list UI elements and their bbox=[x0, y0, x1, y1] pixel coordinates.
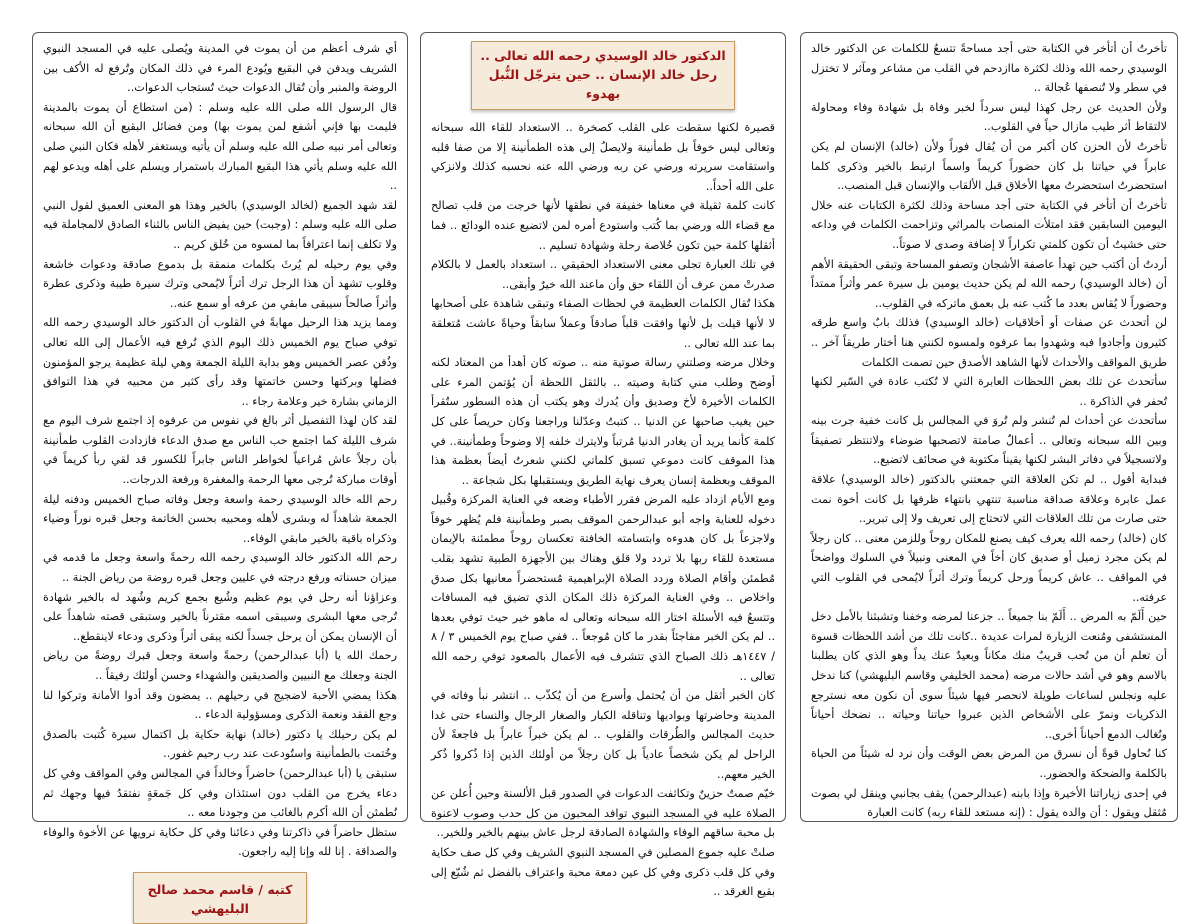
paragraph: لقد كان لهذا التفصيل أثر بالغ في نفوس من عرفوه إذ اجتمع شرف اليوم مع شرف الليلة كما اجتمع حب الناس مع صدق الدعاء فازدادت القلوب طمأنينة بأن رجلاً عاش مُراعياً لخواطر الناس جابراً للكسور قد لقي ربأ كريماً في أوقات مباركة تُرجى معها الرحمة والمغفرة ورفعة الدرجات.. bbox=[43, 414, 397, 487]
paragraph: ستظل حاضراً في ذاكرتنا وفي دعائنا وفي كل حكاية نرويها عن الأخوة والوفاء والصداقة . إنا لله وإنا إليه راجعون. bbox=[43, 825, 397, 859]
paragraph: سأتحدث عن أحداث لم تُنشر ولم تُروَ في المجالس بل كانت خفية جرت بينه وبين الله سبحانه وتعالى .. أعمالٌ صامتة لاتصحبها ضوضاء ولاتنتظر تصفيقاً ولاتسجيلاً في دفاتر البشر لكنها يقيناً مكتوبة في صحائف لاتضيع.. bbox=[811, 414, 1167, 467]
paragraph: كان الخبر أثقل من أن يُحتمل وأسرع من أن يُكذّب .. انتشر نبأ وفاته في المدينة وحاضرتها وبواديها وتناقله الكبار والصغار الرجال والنساء حتى غدا حديث المجالس والطُرقات والقلوب .. لم يكن خبراً عابراً بل فاجعةً لأن الراحل لم يكن شخصاً عادياً بل كان رجلاً من أولئك الذين إذا ذُكروا ذُكر الخير معهم.. bbox=[431, 689, 775, 781]
paragraph: أي شرف أعظم من أن يموت في المدينة ويُصلى عليه في المسجد النبوي الشريف ويدفن في البقيع ويُودع المرء في ذلك المكان وتُرفع له الأكف بين الروضة والمنبر وأن تُقال الدعوات حيث تُستجاب الدعوات.. bbox=[43, 42, 397, 95]
paragraph: رحمك الله يا (أبا عبدالرحمن) رحمةً واسعة وجعل قبرك روضةً من رياض الجنة وجعلك مع النبيين والصديقين والشهداء وحسن أولئك رفيقاً .. bbox=[43, 649, 397, 682]
paragraph: هكذا تُقال الكلمات العظيمة في لحظات الصفاء وتبقى شاهدة على أصحابها لا لأنها قيلت بل لأنها وافقت قلباً صادقاً وعملاً سابقاً وحياةً عاشت مُتعلقة بما عند الله تعالى .. bbox=[431, 297, 775, 350]
paragraph: رحم الله خالد الوسيدي رحمة واسعة وجعل وفاته صباح الخميس ودفنه ليلة الجمعة شاهداً له وبشرى لأهله ومحبيه بحسن الخاتمة وجعل قبره نوراً وضياء وذكراه باقية بالخير مابقي الوفاء.. bbox=[43, 492, 397, 545]
column-left bbox=[32, 32, 408, 916]
paragraph: كنا نُحاول قوةً أن نسرق من المرض بعض الوقت وأن نرد له شيئاً من الحياة بالكلمة والضحكة والحضور.. bbox=[811, 747, 1167, 780]
article-subtitle: رحل خالد الإنسان .. حين يترجّل النُّبل بهدوء bbox=[488, 67, 718, 101]
paragraph: رحم الله الدكتور خالد الوسيدي رحمه الله رحمةً واسعة وجعل ما قدمه في ميزان حسناته ورفع درجته في عليين وجعل قبره روضة من رياض الجنة .. bbox=[43, 551, 397, 585]
column-middle bbox=[420, 32, 786, 899]
article-title-box bbox=[471, 41, 735, 110]
paragraph: حين أَلَمّ به المرض .. أَلَمّ بنا جميعاً .. جزعنا لمرضه وخفنا وتشبثنا بالأمل دخل المستشفى ومُنعت الزيارة لمرات عديدة ..كانت تلك من أشد اللحظات قسوة أن تعلم أن من تُحب قريبٌ منك مكاناً وبعيدٌ عنك يداً وهو الذي كان يطلبنا بالاسم وهو في أشد حالات مرضه (محمد الخليفي وقاسم البليهشي) كنا ندخل عليه ونجلس لساعات طويلة لانحصر فيها شيئاً سوى أن نكون معه نسترجع الذكريات ونمرّ على الأشخاص الذين عبروا حياتنا وحياته .. نضحك أحياناً ونُغالب الدمع أحياناً أخرى.. bbox=[811, 610, 1167, 741]
paragraph: قصيرة لكنها سقطت على القلب كصخرة .. الاستعداد للقاء الله سبحانه وتعالى ليس خوفاً بل طمأنينة ولايصلُ إلى هذه الطمأنينة إلا من صفا قلبه واستقامت سريرته ورضي عن ربه ورضي الله عنه نحسبه كذلك ولانزكي على الله أحداً.. bbox=[431, 121, 775, 193]
paragraph: ومما يزيد هذا الرحيل مهابةً في القلوب أن الدكتور خالد الوسيدي رحمه الله توفي صباح يوم الخميس ذلك اليوم الذي تُرفع فيه الأعمال إلى الله تعالى وذُفن عصر الخميس وهو بداية الليلة الجمعة وهي ليلة عظيمة يرجو المؤمنون فضلها وبركتها وحسن خاتمتها وقد رأى كثير من محبيه في هذا التوافق الزماني بشارة خير وعلامة رجاء .. bbox=[43, 316, 397, 408]
paragraph: كان (خالد) رحمه الله يعرف كيف يصنع للمكان روحاً وللزمن معنى .. كان رجلاً لم يكن مجرد زميل أو صديق كان أخاً في المعنى ونبيلاً في السلوك وواضحاً في المواقف .. عاش كريماً ورحل كريماً وترك أثراً لايُمحى في القلوب التي عرفته.. bbox=[811, 531, 1167, 604]
paragraph: تأخرتُ لأن الحزن كان أكبر من أن يُقال فوراً ولأن (خالد) الإنسان لم يكن عابراً في حياتنا بل كان حضوراً كريماً واسماً ارتبط بالخير وذكرى كلما استحضرتُ استحضرتُ معها الأخلاق قبل الألقاب والإنسان قبل المنصب.. bbox=[811, 139, 1167, 193]
paragraph: وفي يوم رحيله لم يُرثَ بكلمات منمقة بل بدموع صادقة ودعوات خاشعة وقلوب تشهد أن هذا الرجل ترك أثراً لايُمحى وترك سيرة طيبة وذكرى عطرة وأثراً صالحاً سيبقى مابقي من عرفه أو سمع عنه.. bbox=[43, 257, 397, 310]
paragraph: أردتُ أن أكتب حين تهدأ عاصفة الأشجان وتصفو المساحة وتبقى الحقيقة الأهم أن (خالد الوسيدي) رحمه الله لم يكن حديث يومين بل سيرة عمر وأثراً ممتداً وحضوراً لا يُقاس بعدد ما كُتب عنه بل بعمق ماتركه في القلوب.. bbox=[811, 257, 1167, 310]
paragraph: هكذا يمضي الأحبة لاضجيج في رحيلهم .. يمضون وقد أدوا الأمانة وتركوا لنا وجع الفقد ونعمة الذكرى ومسؤولية الدعاء .. bbox=[43, 688, 397, 722]
column-right bbox=[800, 32, 1178, 822]
paragraph: لم يكن رحيلك يا دكتور (خالد) نهاية حكاية بل اكتمال سيرة كُتبت بالصدق وخُتمت بالطمأنينة واستُودعت عند رب رحيم غفور.. bbox=[43, 727, 397, 761]
paragraph: وخلال مرضه وصلتني رسالة صوتية منه .. صوته كان أهدأ من المعتاد لكنه أوضح وطلب مني كتابة وصيته .. بالثقل اللحظة أن يُؤتمن المرء على الكلمات الأخيرة لأخ وصديق وأن يُدرك وهو يكتب أن هذه السطور ستُقرأ حين يغيب صاحبها عن الدنيا .. كتبتُ وعدّلنا وراجعنا وكان حريصاً على كل كلمة كأنما يريد أن يغادر الدنيا مُرتباً ولايترك خلفه إلا وضوحاً وطمأنينة.. في هذا الموقف كانت دموعي تسبق كلماتي لكنني شعرتُ أيضاً بعظمة هذا الموقف وبعظمة إنسان يعرف نهاية الطريق ويستقبلها بكل شجاعة .. bbox=[431, 356, 775, 487]
author-signature: كتبه / قاسم محمد صالح البليهشي bbox=[147, 881, 293, 916]
paragraph: في إحدى زياراتنا الأخيرة وإذا بابنه (عبدالرحمن) يقف بجانبي وينقل لي بصوت مُثقل ويقول : أن والده يقول : (إنه مستعد للقاء ربه) كانت العبارة bbox=[811, 786, 1167, 820]
paragraph: سأتحدث عن تلك بعض اللحظات العابرة التي لا تُكتب عادة في السّير لكنها تُحفر في الذاكرة .. bbox=[811, 375, 1167, 408]
paragraph: في تلك العبارة تجلى معنى الاستعداد الحقيقي .. استعداد بالعمل لا بالكلام صدرتْ ممن عرف أن اللقاء حق وأن ماعند الله خيرٌ وأبقى.. bbox=[431, 258, 775, 291]
paragraph: فبداية أقول .. لم تكن العلاقة التي جمعتني بالدكتور (خالد الوسيدي) علاقة عمل عابرة وعلاقة صداقة مناسبة تنتهي بانتهاء ظرفها بل كانت أخوة نمت حتى صارت من تلك العلاقات التي لاتحتاج إلى تعريف ولا إلى تبرير.. bbox=[811, 473, 1167, 526]
paragraph: ستبقى يا (أبا عبدالرحمن) حاضراً وخالداً في المجالس وفي المواقف وفي كل دعاء يخرج من القلب دون استئذان وفي كل جَمعَةٍ نفتقدُ فيها وجهك ثم نُطمئن أن الله أكرم بالغائب من وجودنا معه .. bbox=[43, 766, 397, 820]
paragraph: قال الرسول الله صلى الله عليه وسلم : (من استطاع أن يموت بالمدينة فليمت بها فإني أشفع لمن يموت بها) ومن فضائل البقيع أن الله سبحانه وتعالى أمر نبيه صلى الله عليه وسلم أن يأتيه ويستغفر لأهله فكان النبي صلى الله عليه وسلم يأتي هذا البقيع المبارك باستمرار ويسلم على أهله ويدعو لهم .. bbox=[43, 100, 397, 193]
paragraph: لن أتحدث عن صفات أو أخلاقيات (خالد الوسيدي) فذلك بابٌ واسع طرقه كثيرون وأجادوا فيه وشهدوا بما عرفوه ولمسوه لكنني هنا أختار طريقاً آخر .. طريق المواقف والأحداث لأنها الشاهد الأصدق حين تصمت الكلمات bbox=[811, 316, 1167, 369]
paragraph: تأخرتُ أن أتأخر في الكتابة حتى أجد مساحة وذلك لكثرة الكتابات عنه خلال اليومين السابقين فقد امتلأت المنصات بالمراثي وتزاحمت الكلمات في وداعه حتى خشيتُ أن تكون كلمتي تكراراً لا إضافة وصدى لا صوتاً.. bbox=[811, 198, 1167, 251]
paragraph: ومع الأيام ازداد عليه المرض فقرر الأطباء وضعه في العناية المركزة وقُبيل دخوله للعناية واجه أبو عبدالرحمن الموقف بصبر وطمأنينة فلم يُظهر خوفاً ولاجزعاً بل كان هدوءه وابتسامته الخافتة تعكسان روحاً مطمئنة بالإيمان مستعدة للقاء ربها بلا تردد ولا قلق وهناك بين الأجهزة الطبية تشهد بقلب مُطمئن وأقام الصلاة وردد الصلاة الإبراهيمية مُستحضراً معانيها بكل صدق واخلاص .. وفي العناية المركزة ذلك المكان الذي تضيق فيه المسافات وتتسعُ فيه الأسئلة اختار الله سبحانه وتعالى له ماهو خير حيث توفي بعدها .. لم يكن الخبر مفاجئاً بقدر ما كان مُوجعاً .. ففي صباح يوم الخميس ٣ / ٨ / ١٤٤٧هـ ذلك الصباح الذي تتشرف فيه الأعمال بالصعود توفي رحمه الله تعالى .. bbox=[431, 493, 776, 683]
paragraph: خيّم صمتٌ حزينٌ وتكاثفت الدعوات في الصدور قبل الألسنة وحين أُعلن عن الصلاة عليه في المسجد النبوي توافد المحبون من كل حدب وصوب لاعنوة بل محبة ساقهم الوفاء والشهادة الصادقة لرجل عاش بينهم بالخير وللخير.. bbox=[431, 787, 775, 840]
paragraph: ولأن الحديث عن رجل كهذا ليس سرداً لخبر وفاة بل شهادة وفاء ومحاولة لالتقاط أثر طيب مازال حياً في القلوب.. bbox=[811, 100, 1167, 134]
paragraph: وعزاؤنا أنه رحل في يوم عظيم وشُيع بجمع كريم وشُهد له بالخير شهادة تُرجى معها البشرى وسيبقى اسمه مقترناً بالخير وستبقى قصته شاهداً على أن الإنسان يمكن أن يرحل جسداً لكنه يبقى أثراً وذكرى ودعاء لاينقطع.. bbox=[43, 590, 397, 643]
paragraph: كانت كلمة ثقيلة في معناها خفيفة في نطقها لأنها خرجت من قلب تصالح مع قضاء الله ورضي بما كُتب واستودع أمره لمن لاتضيع عنده الودائع .. فما أثقلها كلمة حين تكون خُلاصة رحلة وشهادة تسليم .. bbox=[431, 199, 775, 252]
paragraph: تأخرتُ أن أتأخر في الكتابة حتى أجد مساحةً تتسعُ للكلمات عن الدكتور خالد الوسيدي رحمه الله وذلك لكثرة ماازدحم في القلب من مشاعر ومآثر لا تختزل في سطر ولا تُنصفها عُجالة .. bbox=[811, 42, 1167, 95]
paragraph: لقد شهد الجميع (لخالد الوسيدي) بالخير وهذا هو المعنى العميق لقول النبي صلى الله عليه وسلم : (وجبت) حين يفيض الناس بالثناء الصادق لالمجاملة فيه ولا تكلف إنما اعترافاً بما لمسوه من خُلق كريم .. bbox=[43, 198, 397, 251]
article-title: الدكتور خالد الوسيدي رحمه الله تعالى .. bbox=[480, 48, 726, 63]
paragraph: صلتْ عليه جموع المصلين في المسجد النبوي الشريف وفي كل صف حكاية وفي كل قلب ذكرى وفي كل عين دمعة محبة واعتراف بالفضل ثم شُيّع إلى بقيع الغرقد .. bbox=[431, 845, 775, 899]
author-signature-box bbox=[133, 872, 307, 924]
